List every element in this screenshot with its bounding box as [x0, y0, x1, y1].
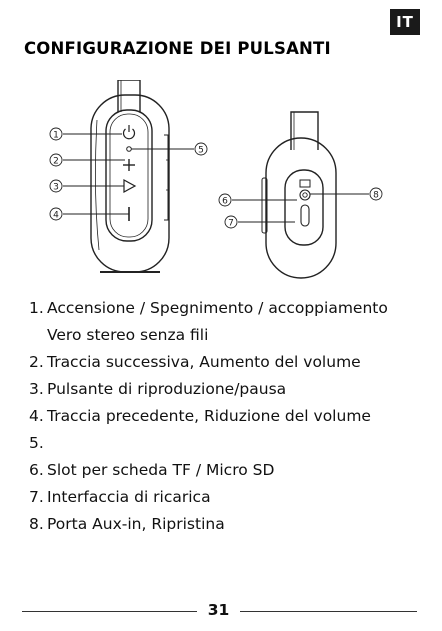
item-text: Pulsante di riproduzione/pausa [47, 380, 287, 398]
item-text: Accensione / Spegnimento / accoppiamento [47, 299, 388, 317]
callout-7: 7 [228, 218, 234, 229]
list-item [29, 511, 388, 538]
footer-rule-left [22, 611, 197, 612]
item-text: Traccia precedente, Riduzione del volume [47, 407, 371, 425]
button-layout-diagram [0, 80, 442, 280]
item-text: Slot per scheda TF / Micro SD [47, 461, 275, 479]
list-item [29, 376, 388, 403]
item-subtext: Vero stereo senza fili [47, 326, 209, 344]
callout-4: 4 [53, 210, 59, 221]
callout-3: 3 [53, 182, 59, 193]
plus-icon [123, 159, 135, 171]
list-item [29, 403, 388, 430]
item-number: 3. [29, 380, 44, 398]
list-item [29, 457, 388, 484]
page-number: 31 [207, 601, 230, 619]
speaker-side-view [262, 112, 336, 278]
item-number: 8. [29, 515, 44, 533]
led-indicator [127, 147, 132, 152]
list-item [29, 484, 388, 511]
callout-8: 8 [373, 190, 379, 201]
language-badge: IT [390, 9, 420, 35]
callout-5: 5 [198, 145, 204, 156]
footer-rule-right [240, 611, 417, 612]
item-number: 6. [29, 461, 44, 479]
item-number: 7. [29, 488, 44, 506]
item-number: 1. [29, 299, 44, 317]
list-item [29, 295, 388, 349]
callout-2: 2 [53, 156, 59, 167]
item-text: Interfaccia di ricarica [47, 488, 211, 506]
callout-1: 1 [53, 130, 59, 141]
feature-list [29, 295, 388, 538]
power-icon [124, 125, 135, 139]
item-text: Porta Aux-in, Ripristina [47, 515, 225, 533]
item-number: 2. [29, 353, 44, 371]
play-icon [124, 180, 135, 192]
item-number: 5. [29, 434, 44, 452]
page-title: CONFIGURAZIONE DEI PULSANTI [24, 39, 331, 58]
callout-6: 6 [222, 196, 228, 207]
speaker-front-view [91, 80, 169, 272]
list-item [29, 349, 388, 376]
item-text: Traccia successiva, Aumento del volume [47, 353, 361, 371]
list-item [29, 430, 388, 457]
item-number: 4. [29, 407, 44, 425]
